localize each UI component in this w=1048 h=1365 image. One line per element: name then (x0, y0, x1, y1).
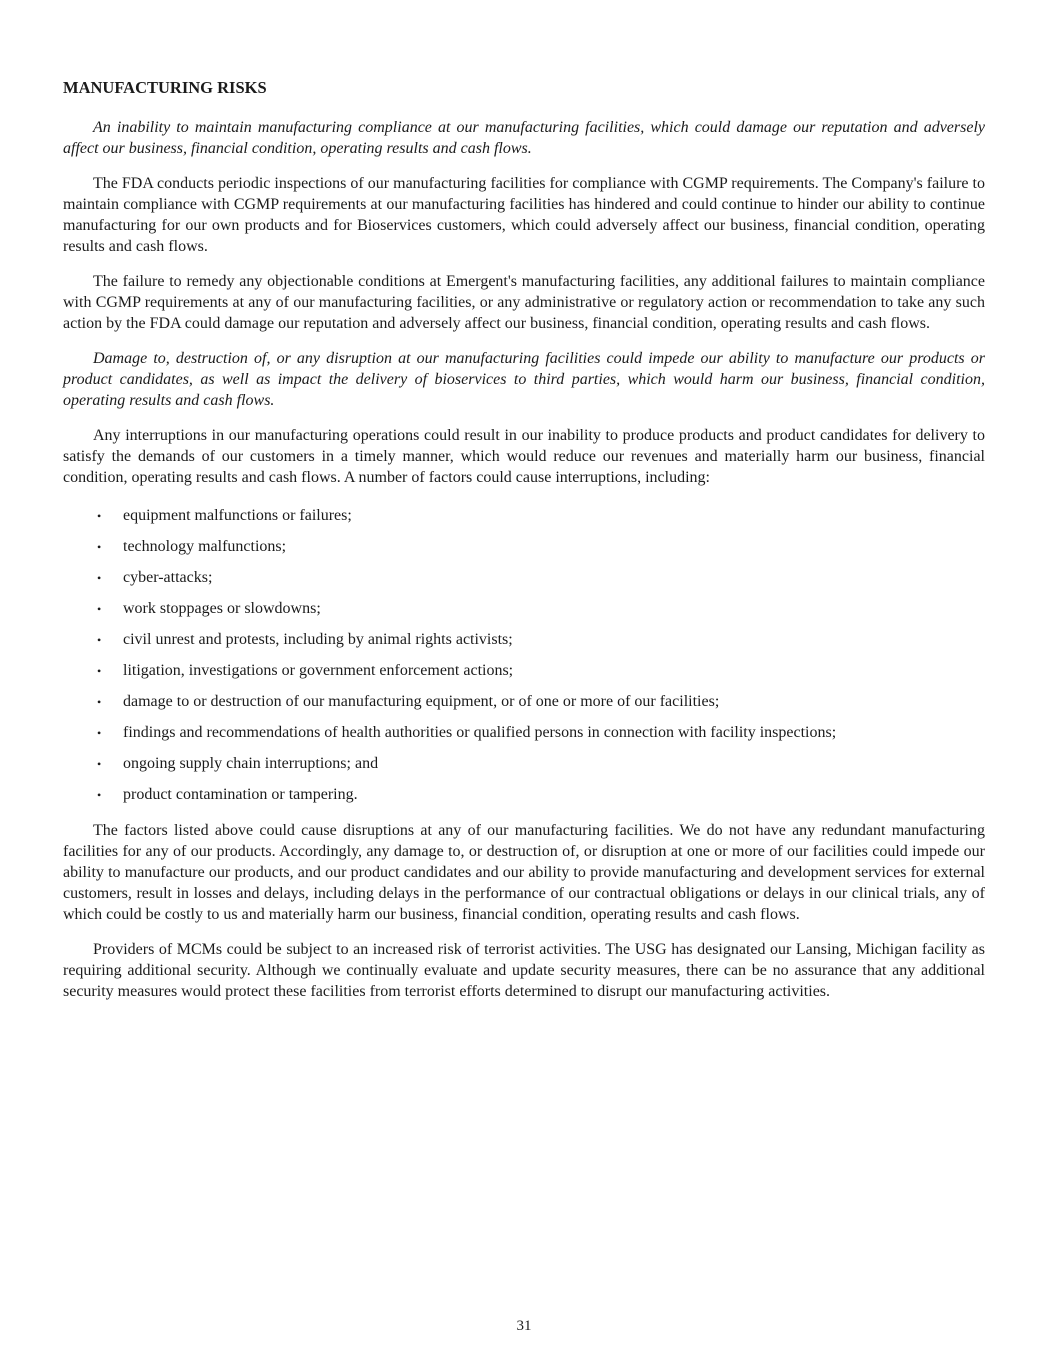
bullet-icon: • (97, 757, 102, 771)
list-item-text: damage to or destruction of our manufacturing equipment, or of one or more of our facilities; (123, 693, 720, 710)
list-item (63, 567, 985, 589)
bullet-icon: • (97, 571, 102, 585)
list-item-text: work stoppages or slowdowns; (123, 600, 321, 617)
interruption-factors-list (63, 505, 985, 806)
list-item (63, 598, 985, 620)
body-paragraph: Any interruptions in our manufacturing operations could result in our inability to produce products and product candidates for delivery to satisfy the demands of our customers in a timely manner, which would reduce our revenues and materially harm our business, financial condition, operating results and cash flows. A number of factors could cause interruptions, including: (63, 427, 985, 486)
list-item-text: technology malfunctions; (123, 538, 287, 555)
list-item-text: equipment malfunctions or failures; (123, 507, 352, 524)
list-item-text: product contamination or tampering. (123, 786, 358, 803)
list-item-text: civil unrest and protests, including by animal rights activists; (123, 631, 513, 648)
bullet-icon: • (97, 788, 102, 802)
list-item-text: cyber-attacks; (123, 569, 213, 586)
risk-statement-paragraph: Damage to, destruction of, or any disruption at our manufacturing facilities could impede our ability to manufacture our products or product candidates, as well as impact the delivery of bioservices to third parties, which would harm our business, financial condition, operating results and cash flows. (63, 350, 985, 409)
list-item (63, 660, 985, 682)
body-paragraph: The factors listed above could cause disruptions at any of our manufacturing facilities. We do not have any redundant manufacturing facilities for any of our products. Accordingly, any damage to, or destruction of, or disruption at one or more of our facilities could impede our ability to manufacture our products, and our product candidates and our ability to provide manufacturing and development services for external customers, result in losses and delays, including delays in the performance of our contractual obligations or delays in our clinical trials, any of which could be costly to us and materially harm our business, financial condition, operating results and cash flows. (63, 822, 985, 923)
bullet-icon: • (97, 695, 102, 709)
list-item (63, 691, 985, 713)
bullet-icon: • (97, 726, 102, 740)
list-item (63, 753, 985, 775)
body-paragraph: Providers of MCMs could be subject to an increased risk of terrorist activities. The USG has designated our Lansing, Michigan facility as requiring additional security. Although we continually evaluate and update security measures, there can be no assurance that any additional security measures would protect these facilities from terrorist efforts determined to disrupt our manufacturing activities. (63, 941, 985, 1000)
body-paragraph: The failure to remedy any objectionable conditions at Emergent's manufacturing facilities, any additional failures to maintain compliance with CGMP requirements at any of our manufacturing facilities, or any administrative or regulatory action or recommendation to take any such action by the FDA could damage our reputation and adversely affect our business, financial condition, operating results and cash flows. (63, 273, 985, 332)
risk-statement-paragraph: An inability to maintain manufacturing compliance at our manufacturing facilities, which could damage our reputation and adversely affect our business, financial condition, operating results and cash flows. (63, 119, 985, 157)
list-item (63, 722, 985, 744)
body-paragraph: The FDA conducts periodic inspections of our manufacturing facilities for compliance with CGMP requirements. The Company's failure to maintain compliance with CGMP requirements at our manufacturing facilities has hindered and could continue to hinder our ability to continue manufacturing for our own products and for Bioservices customers, which could adversely affect our business, financial condition, operating results and cash flows. (63, 175, 985, 255)
list-item-text: findings and recommendations of health authorities or qualified persons in connection with facility inspections; (123, 724, 837, 741)
list-item (63, 505, 985, 527)
section-heading: MANUFACTURING RISKS (63, 78, 267, 97)
list-item (63, 536, 985, 558)
list-item (63, 629, 985, 651)
list-item (63, 784, 985, 806)
bullet-icon: • (97, 509, 102, 523)
bullet-icon: • (97, 602, 102, 616)
page-number: 31 (516, 1318, 532, 1334)
list-item-text: ongoing supply chain interruptions; and (123, 755, 379, 772)
bullet-icon: • (97, 540, 102, 554)
list-item-text: litigation, investigations or government enforcement actions; (123, 662, 514, 679)
bullet-icon: • (97, 633, 102, 647)
bullet-icon: • (97, 664, 102, 678)
